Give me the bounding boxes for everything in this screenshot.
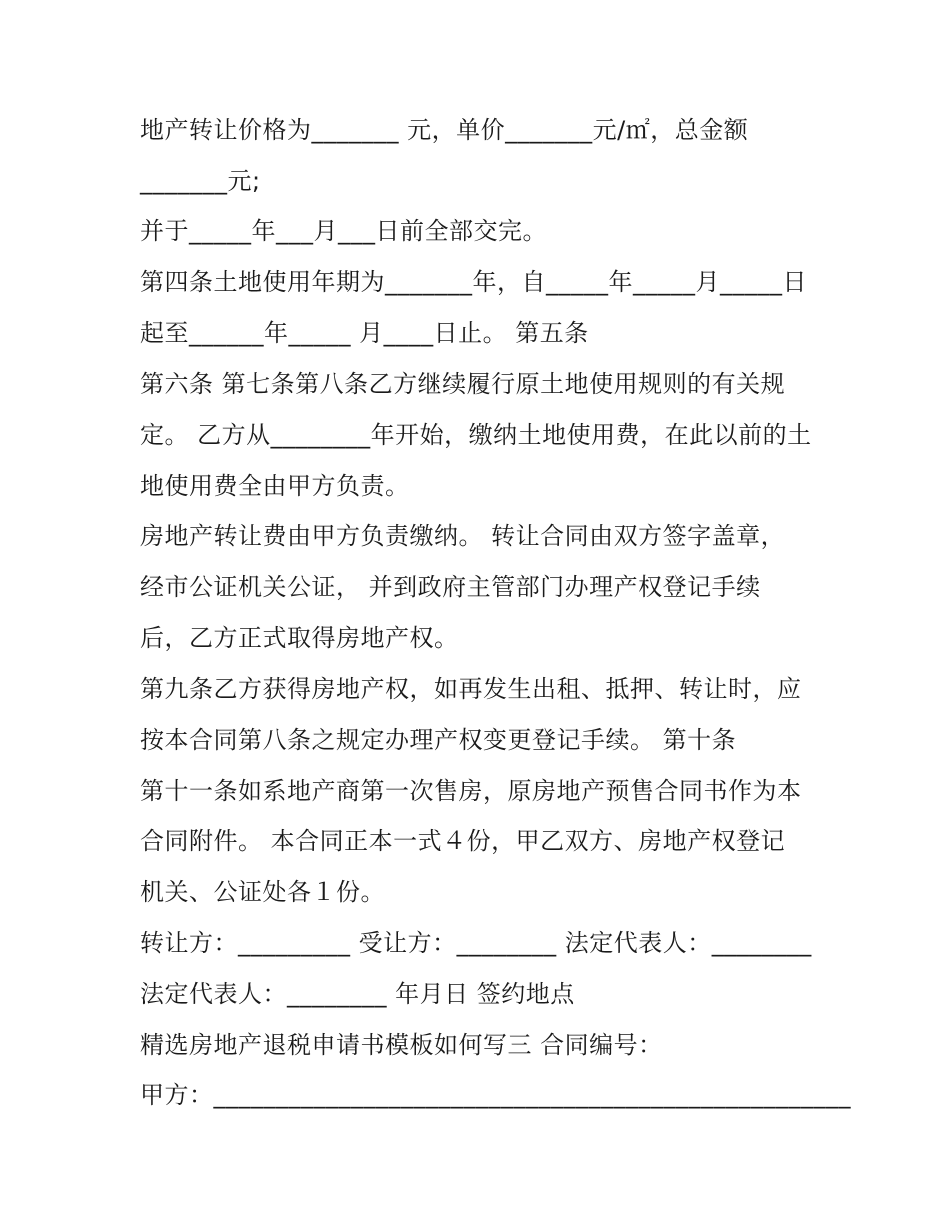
text-line: 转让方：_________ 受让方：________ 法定代表人：________ (140, 929, 812, 957)
text-line: 后，乙方正式取得房地产权。 (140, 624, 459, 652)
text-line: 起至______年_____ 月____日止。 第五条 (140, 319, 589, 347)
text-line: 法定代表人：________ 年月日 签约地点 (140, 980, 575, 1008)
text-line: 并于_____年___月___日前全部交完。 (140, 217, 547, 245)
text-line: 地产转让价格为_______ 元，单价_______元/㎡，总金额 (140, 116, 749, 144)
text-line: 经市公证机关公证， 并到政府主管部门办理产权登记手续 (140, 573, 761, 601)
text-line: 甲方：___________________________________________________ (140, 1081, 851, 1109)
text-line: 第十一条如系地产商第一次售房，原房地产预售合同书作为本 (140, 777, 802, 805)
text-line: _______元; (140, 167, 261, 195)
text-line: 地使用费全由甲方负责。 (140, 472, 410, 500)
text-line: 精选房地产退税申请书模板如何写三 合同编号： (140, 1031, 663, 1059)
text-line: 第九条乙方获得房地产权，如再发生出租、抵押、转让时，应 (140, 675, 802, 703)
text-line: 定。 乙方从________年开始，缴纳土地使用费，在此以前的土 (140, 421, 812, 449)
text-line: 合同附件。 本合同正本一式４份，甲乙双方、房地产权登记 (140, 827, 786, 855)
text-line: 房地产转让费由甲方负责缴纳。 转让合同由双方签字盖章， (140, 522, 786, 550)
text-line: 第六条 第七条第八条乙方继续履行原土地使用规则的有关规 (140, 370, 786, 398)
text-line: 第四条土地使用年期为_______年，自_____年_____月_____日 (140, 268, 807, 296)
text-line: 按本合同第八条之规定办理产权变更登记手续。 第十条 (140, 726, 737, 754)
text-line: 机关、公证处各１份。 (140, 878, 385, 906)
